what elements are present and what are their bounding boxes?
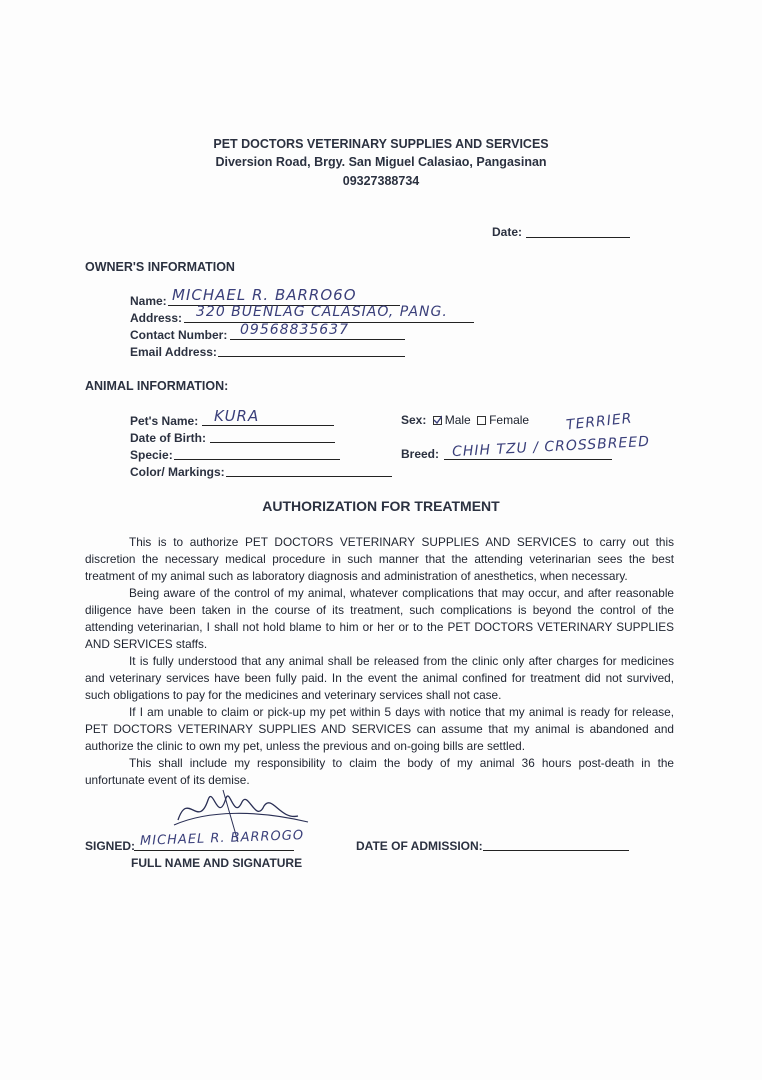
breed-label: Breed: (401, 447, 440, 461)
pet-name-value: KURA (214, 407, 260, 425)
signed-name-value: MICHAEL R. BARROGO (139, 828, 305, 849)
breed-note: TERRIER (565, 410, 634, 434)
paragraph-authorize: This is to authorize PET DOCTORS VETERINARY SUPPLIES AND SERVICES to carry out this discretion the necessary medical procedure in such manner that the attending veterinarian sees the best treatment of my animal such as laboratory diagnosis and administration of anesthetics, when necessary. (85, 535, 674, 583)
pet-name-field[interactable] (202, 425, 334, 426)
signature-caption: FULL NAME AND SIGNATURE (131, 856, 303, 870)
check-mark-icon (433, 415, 442, 424)
specie-label: Specie: (130, 448, 173, 462)
specie-field[interactable] (174, 459, 340, 460)
pet-name-label: Pet's Name: (130, 414, 199, 428)
color-field[interactable] (226, 476, 392, 477)
email-field[interactable] (218, 356, 405, 357)
breed-field[interactable] (444, 459, 612, 460)
female-label: Female (489, 413, 530, 427)
paragraph-abandonment: If I am unable to claim or pick-up my pet within 5 days with notice that my animal is ready for release, PET DOCTORS VETERINARY SUPPLIES AND SERVICES can assume that my animal is abandoned and authorize the clinic to own my pet, unless the previous and on-going bills are settled. (85, 705, 674, 753)
paragraph-complications: Being aware of the control of my animal, whatever complications that may occur, and after reasonable diligence have been taken in the course of its treatment, such complications is beyond the control of the attending veterinarian, I shall not hold blame to him or her or to the PET DOCTORS VETERINARY SUPPLIES AND SERVICES staffs. (85, 586, 674, 651)
paragraph-charges: It is fully understood that any animal shall be released from the clinic only after charges for medicines and veterinary services have been fully paid. In the event the animal confined for treatment did not survived, such obligations to pay for the medicines and veterinary services shall not case. (85, 654, 674, 702)
female-checkbox[interactable] (477, 416, 486, 425)
admission-label: DATE OF ADMISSION: (356, 839, 483, 853)
sex-label: Sex: (401, 413, 427, 427)
paragraph-remains: This shall include my responsibility to claim the body of my animal 36 hours post-death in the unfortunate event of its demise. (85, 756, 674, 787)
contact-value: 09568835637 (240, 322, 349, 338)
email-label: Email Address: (130, 345, 217, 359)
name-value: MICHAEL R. BARRO6O (172, 286, 357, 304)
male-checkbox[interactable] (433, 416, 442, 425)
address-label: Address: (130, 311, 183, 325)
company-phone: 09327388734 (342, 174, 420, 188)
contact-label: Contact Number: (130, 328, 228, 342)
name-label: Name: (130, 294, 167, 308)
male-label: Male (444, 413, 471, 427)
authorization-body (85, 534, 674, 789)
animal-section-title: ANIMAL INFORMATION: (85, 379, 229, 393)
contact-field[interactable] (230, 339, 405, 340)
company-name: PET DOCTORS VETERINARY SUPPLIES AND SERVICES (213, 137, 549, 151)
date-label: Date: (492, 225, 523, 239)
signature-field[interactable] (134, 850, 294, 851)
dob-label: Date of Birth: (130, 431, 206, 445)
signed-label: SIGNED: (85, 839, 136, 853)
dob-field[interactable] (210, 442, 335, 443)
admission-date-field[interactable] (483, 850, 629, 851)
address-value: 320 BUENLAG CALASIAO, PANG. (196, 304, 448, 320)
sex-group (401, 413, 529, 427)
breed-value: CHIH TZU / CROSSBREED (451, 433, 651, 461)
date-field[interactable] (526, 237, 630, 238)
company-address: Diversion Road, Brgy. San Miguel Calasiao, Pangasinan (215, 155, 547, 169)
owner-section-title: OWNER'S INFORMATION (85, 260, 235, 274)
authorization-title: AUTHORIZATION FOR TREATMENT (262, 498, 500, 514)
color-label: Color/ Markings: (130, 465, 225, 479)
